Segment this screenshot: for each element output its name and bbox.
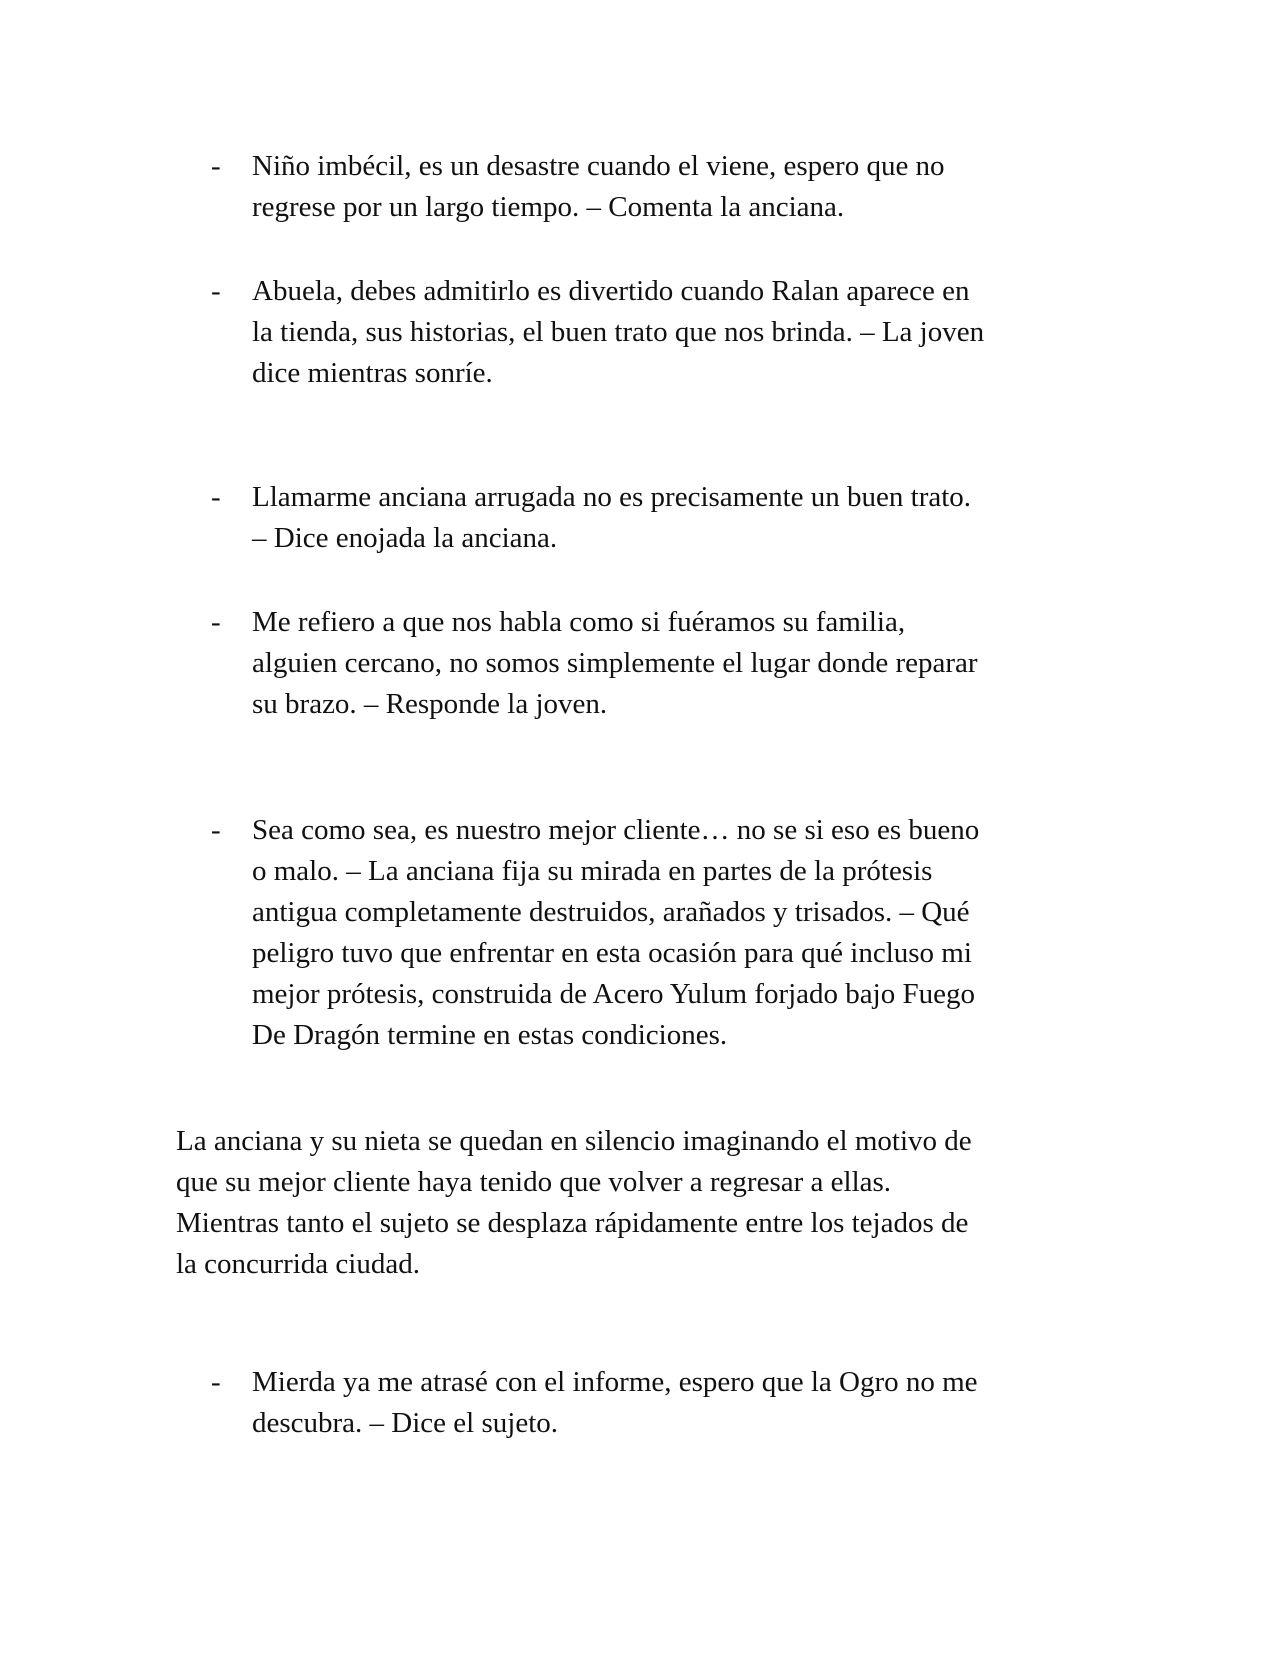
dialogue-dash: - <box>211 1366 221 1398</box>
dialogue-dash: - <box>211 150 221 182</box>
dialogue-line: o malo. – La anciana fija su mirada en partes de la prótesis <box>252 855 933 887</box>
dialogue-line: – Dice enojada la anciana. <box>252 522 558 554</box>
narration-line: Mientras tanto el sujeto se desplaza rápidamente entre los tejados de <box>176 1207 969 1239</box>
dialogue-dash: - <box>211 481 221 513</box>
dialogue-paragraph <box>211 271 1111 394</box>
dialogue-paragraph <box>211 1362 1111 1444</box>
dialogue-line: Llamarme anciana arrugada no es precisamente un buen trato. <box>252 481 972 513</box>
dialogue-line: Mierda ya me atrasé con el informe, espero que la Ogro no me <box>252 1366 978 1398</box>
narration-line: La anciana y su nieta se quedan en silencio imaginando el motivo de <box>176 1125 972 1157</box>
dialogue-paragraph <box>211 810 1111 1056</box>
narration-line: la concurrida ciudad. <box>176 1248 420 1280</box>
dialogue-line: Niño imbécil, es un desastre cuando el viene, espero que no <box>252 150 945 182</box>
dialogue-paragraph <box>211 146 1111 228</box>
dialogue-line: dice mientras sonríe. <box>252 357 493 389</box>
dialogue-paragraph <box>211 477 1111 559</box>
dialogue-line: antigua completamente destruidos, arañados y trisados. – Qué <box>252 896 970 928</box>
dialogue-line: Me refiero a que nos habla como si fuéramos su familia, <box>252 606 906 638</box>
dialogue-line: la tienda, sus historias, el buen trato que nos brinda. – La joven <box>252 316 985 348</box>
dialogue-line: Sea como sea, es nuestro mejor cliente… no se si eso es bueno <box>252 814 980 846</box>
dialogue-paragraph <box>211 602 1111 725</box>
dialogue-line: su brazo. – Responde la joven. <box>252 688 608 720</box>
dialogue-dash: - <box>211 606 221 638</box>
dialogue-line: alguien cercano, no somos simplemente el lugar donde reparar <box>252 647 978 679</box>
dialogue-line: mejor prótesis, construida de Acero Yulum forjado bajo Fuego <box>252 978 975 1010</box>
dialogue-line: Abuela, debes admitirlo es divertido cuando Ralan aparece en <box>252 275 970 307</box>
dialogue-line: regrese por un largo tiempo. – Comenta la anciana. <box>252 191 845 223</box>
dialogue-line: descubra. – Dice el sujeto. <box>252 1407 559 1439</box>
dialogue-dash: - <box>211 275 221 307</box>
narration-paragraph <box>176 1121 1116 1285</box>
dialogue-line: De Dragón termine en estas condiciones. <box>252 1019 728 1051</box>
dialogue-dash: - <box>211 814 221 846</box>
dialogue-line: peligro tuvo que enfrentar en esta ocasión para qué incluso mi <box>252 937 972 969</box>
narration-line: que su mejor cliente haya tenido que volver a regresar a ellas. <box>176 1166 892 1198</box>
